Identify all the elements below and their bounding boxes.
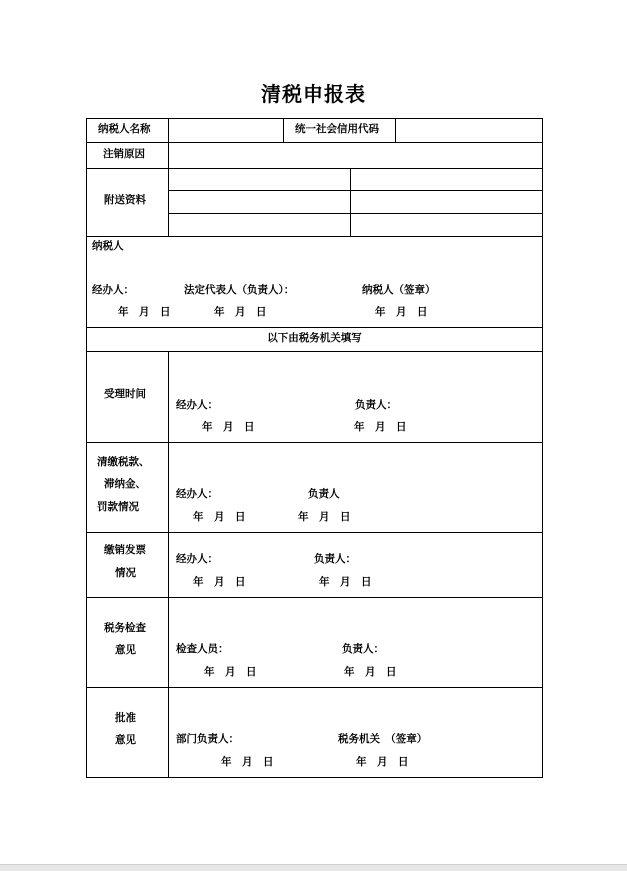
inspection-label-line1: 税务检查	[104, 622, 146, 634]
name-code-divider	[283, 118, 284, 143]
legal-rep-date: 年 月 日	[214, 306, 267, 318]
taxpayer-name-label: 纳税人名称	[98, 123, 151, 135]
row-divider	[86, 236, 543, 237]
inspection-label-line2: 意见	[115, 644, 136, 656]
invoice-responsible-label: 负责人：	[314, 553, 356, 565]
label-column-divider	[168, 351, 169, 778]
cancel-reason-label: 注销原因	[103, 148, 145, 160]
form-title: 清税申报表	[261, 82, 366, 106]
settlement-handler-date: 年 月 日	[193, 511, 246, 523]
inspection-responsible-label: 负责人：	[342, 643, 384, 655]
invoice-responsible-date: 年 月 日	[319, 576, 372, 588]
invoice-handler-label: 经办人：	[176, 553, 218, 565]
taxpayer-sign-label: 纳税人（签章）	[362, 284, 436, 296]
credit-code-label: 统一社会信用代码	[295, 123, 379, 135]
acceptance-responsible-date: 年 月 日	[354, 421, 407, 433]
row-divider	[86, 351, 543, 352]
invoice-handler-date: 年 月 日	[193, 576, 246, 588]
table-border-bottom	[86, 777, 543, 778]
department-head-label: 部门负责人：	[176, 733, 239, 745]
row-divider	[86, 168, 543, 169]
taxpayer-sign-date: 年 月 日	[375, 306, 428, 318]
tax-office-sign-date: 年 月 日	[356, 756, 409, 768]
tax-office-sign-label: 税务机关 （签章）	[338, 733, 428, 745]
row-divider	[86, 687, 543, 688]
tax-office-banner: 以下由税务机关填写	[267, 332, 362, 344]
department-head-date: 年 月 日	[221, 756, 274, 768]
acceptance-handler-date: 年 月 日	[202, 421, 255, 433]
settlement-label-line3: 罚款情况	[97, 501, 139, 513]
row-divider	[86, 327, 543, 328]
acceptance-handler-label: 经办人：	[176, 399, 218, 411]
invoice-label-line2: 情况	[115, 567, 136, 579]
row-divider	[86, 532, 543, 533]
attachments-label: 附送资料	[104, 194, 146, 206]
row-divider	[86, 597, 543, 598]
inspection-responsible-date: 年 月 日	[344, 666, 397, 678]
acceptance-time-label: 受理时间	[104, 388, 146, 400]
row-divider	[86, 142, 543, 143]
inspector-label: 检查人员：	[176, 643, 229, 655]
taxpayer-handler-label: 经办人：	[92, 284, 134, 296]
attachments-column-divider	[350, 168, 351, 237]
taxpayer-heading: 纳税人	[92, 240, 124, 252]
table-border-left	[86, 118, 87, 778]
inspector-date: 年 月 日	[204, 666, 257, 678]
attachments-subrow-divider	[168, 190, 543, 191]
approval-label-line1: 批准	[115, 712, 136, 724]
table-border-right	[542, 118, 543, 778]
settlement-label-line1: 清缴税款、	[97, 456, 150, 468]
handler-date: 年 月 日	[118, 306, 171, 318]
table-border-top	[86, 118, 543, 119]
legal-representative-label: 法定代表人（负责人）：	[184, 284, 295, 296]
row-divider	[86, 442, 543, 443]
invoice-label-line1: 缴销发票	[104, 544, 146, 556]
acceptance-responsible-label: 负责人：	[355, 399, 397, 411]
approval-label-line2: 意见	[115, 734, 136, 746]
label-column-divider	[168, 118, 169, 237]
code-value-divider	[395, 118, 396, 143]
attachments-subrow-divider	[168, 213, 543, 214]
settlement-label-line2: 滞纳金、	[104, 478, 146, 490]
settlement-responsible-date: 年 月 日	[298, 511, 351, 523]
settlement-handler-label: 经办人：	[176, 488, 218, 500]
settlement-responsible-label: 负责人	[308, 488, 340, 500]
